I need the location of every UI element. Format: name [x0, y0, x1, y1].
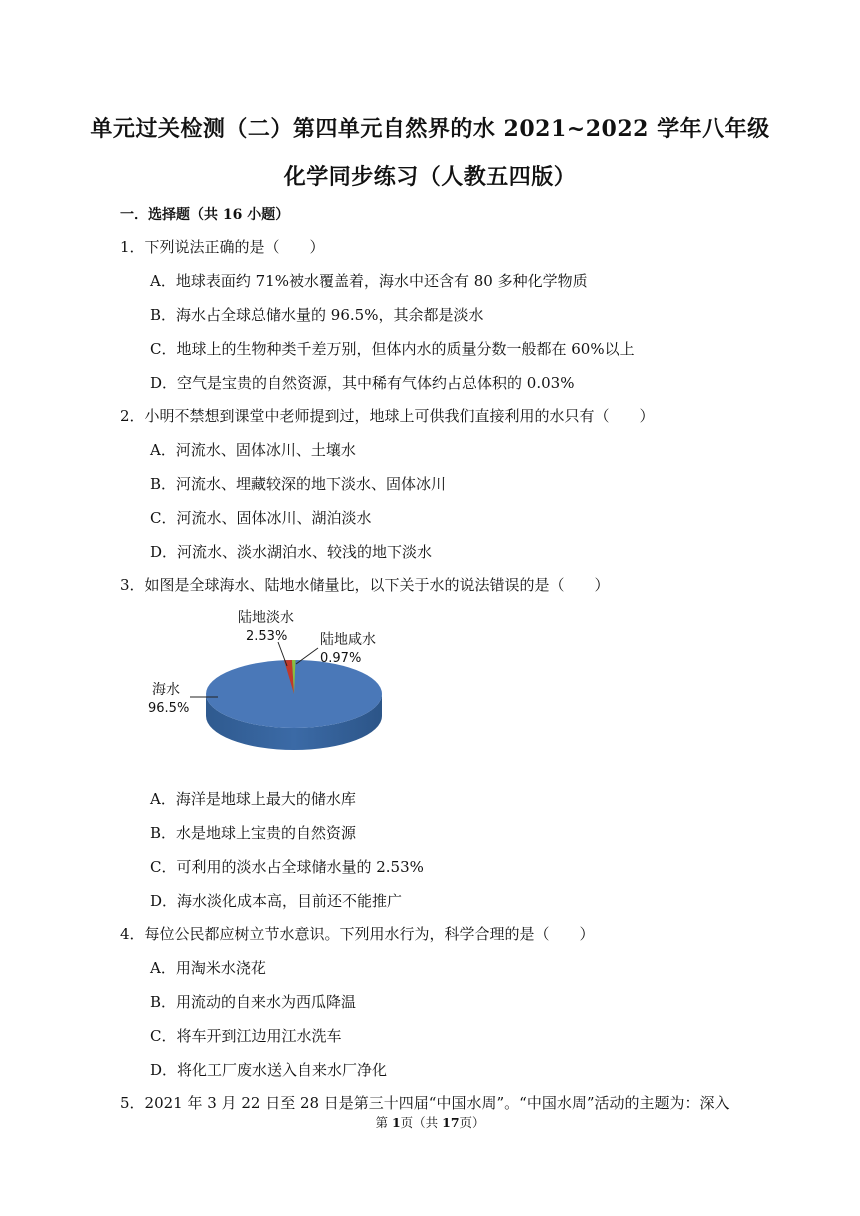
document-title-line-2: 化学同步练习（人教五四版）: [283, 164, 577, 190]
footer-prefix: 第: [375, 1115, 392, 1130]
question-3-option-a: A．海洋是地球上最大的储水库: [150, 790, 356, 808]
value-land-salt-water: 0.97%: [320, 651, 362, 666]
section-heading: 一．选择题（共 16 小题）: [120, 207, 290, 223]
question-1-option-a: A．地球表面约 71%被水覆盖着，海水中还含有 80 多种化学物质: [150, 272, 588, 290]
water-storage-pie-chart: [140, 604, 400, 774]
question-4-option-c: C．将车开到江边用江水洗车: [150, 1027, 342, 1045]
question-3-stem: 3．如图是全球海水、陆地水储量比，以下关于水的说法错误的是（ ）: [120, 576, 610, 594]
question-4-stem: 4．每位公民都应树立节水意识。下列用水行为，科学合理的是（ ）: [120, 925, 595, 943]
question-5-stem: 5．2021 年 3 月 22 日至 28 日是第三十四届“中国水周”。“中国水周”活动的主题为：深入: [120, 1094, 730, 1112]
question-4-option-a: A．用淘米水浇花: [150, 959, 266, 977]
value-sea-water: 96.5%: [148, 701, 190, 716]
question-1-option-b: B．海水占全球总储水量的 96.5%，其余都是淡水: [150, 306, 484, 324]
question-1-stem: 1．下列说法正确的是（ ）: [120, 238, 325, 256]
document-title-line-1: 单元过关检测（二）第四单元自然界的水 2021~2022 学年八年级: [90, 116, 770, 142]
question-2-option-a: A．河流水、固体冰川、土壤水: [150, 441, 356, 459]
question-2-stem: 2．小明不禁想到课堂中老师提到过，地球上可供我们直接利用的水只有（ ）: [120, 407, 655, 425]
question-3-option-d: D．海水淡化成本高，目前还不能推广: [150, 892, 403, 910]
question-2-option-b: B．河流水、埋藏较深的地下淡水、固体冰川: [150, 475, 447, 493]
question-4-option-b: B．用流动的自来水为西瓜降温: [150, 993, 357, 1011]
footer-page-number: 1: [391, 1115, 401, 1130]
value-land-fresh-water: 2.53%: [246, 629, 288, 644]
question-3-option-b: B．水是地球上宝贵的自然资源: [150, 824, 357, 842]
footer-middle: 页（共: [400, 1115, 443, 1130]
question-2-option-d: D．河流水、淡水湖泊水、较浅的地下淡水: [150, 543, 433, 561]
question-1-option-c: C．地球上的生物种类千差万别，但体内水的质量分数一般都在 60%以上: [150, 340, 635, 358]
footer-suffix: 页）: [459, 1115, 485, 1130]
question-2-option-c: C．河流水、固体冰川、湖泊淡水: [150, 509, 372, 527]
question-1-option-d: D．空气是宝贵的自然资源，其中稀有气体约占总体积的 0.03%: [150, 374, 575, 392]
label-sea-water: 海水: [152, 682, 180, 698]
page-footer: [0, 1113, 860, 1131]
question-4-option-d: D．将化工厂废水送入自来水厂净化: [150, 1061, 388, 1079]
label-land-fresh-water: 陆地淡水: [238, 610, 294, 626]
footer-total-pages: 17: [442, 1115, 460, 1130]
question-3-option-c: C．可利用的淡水占全球储水量的 2.53%: [150, 858, 424, 876]
label-land-salt-water: 陆地咸水: [320, 632, 376, 648]
